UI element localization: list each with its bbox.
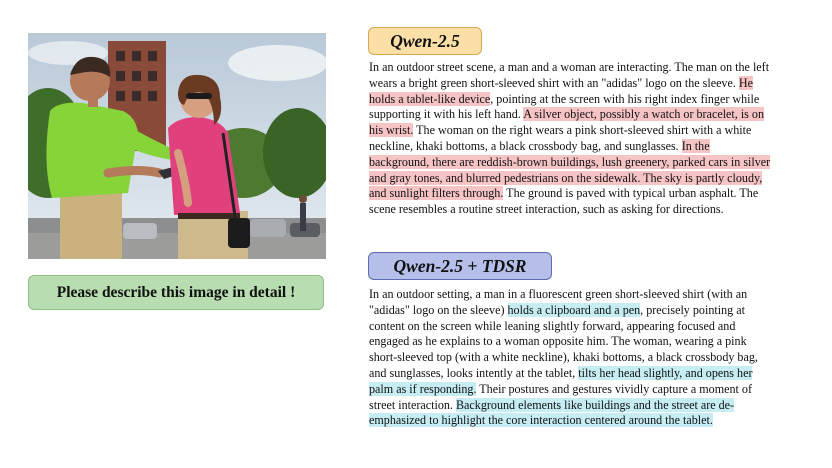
model-label-qwen-text: Qwen-2.5 xyxy=(390,30,460,51)
highlight-detail: holds a clipboard and a pen xyxy=(507,302,641,317)
model-label-tdsr-text: Qwen-2.5 + TDSR xyxy=(393,255,527,276)
answer-segment: The woman on the right wears a pink short-sleeved shirt with a white neckline, khaki bottoms, a black crossbody bag, and sunglasses. xyxy=(369,123,752,153)
highlight-hallucination: He holds a tablet-like device xyxy=(369,75,754,106)
answer-segment: , pointing at the screen with his right index finger while supporting it with his left hand. xyxy=(369,91,760,122)
answer-segment: Their postures and gestures vividly capture a moment of street interaction. xyxy=(369,381,752,412)
highlight-detail: Background elements like buildings and the street are de-emphasized to highlight the core interaction centered around the tablet. xyxy=(369,397,735,428)
model-label-qwen xyxy=(368,27,482,55)
highlight-detail: tilts her head slightly, and opens her palm as if responding. xyxy=(369,365,753,396)
answer-segment: In an outdoor setting, a man in a fluorescent green short-sleeved shirt (with an "adidas" logo on the sleeve) xyxy=(369,287,748,317)
highlight-hallucination: In the background, there are reddish-brown buildings, lush greenery, parked cars in silver and gray tones, and blurred pedestrians on the sidewalk. The sky is partly cloudy, and sunlight filters through. xyxy=(369,138,771,201)
answer-segment: , precisely pointing at content on the screen while leaning slightly forward, appearing focused and engaged as he explains to a woman opposite him. The woman, wearing a pink short-sleeved top (with a white neckline), khaki bottoms, a black crossbody bag, and sunglasses, looks intently at the tablet, xyxy=(369,302,758,380)
model-label-tdsr xyxy=(368,252,552,280)
answer-tdsr xyxy=(369,287,771,429)
answer-segment: In an outdoor street scene, a man and a woman are interacting. The man on the left wears a bright green short-sleeved shirt with an "adidas" logo on the sleeve. xyxy=(369,60,770,90)
highlight-hallucination: A silver object, possibly a watch or bracelet, is on his wrist. xyxy=(369,107,765,138)
answer-segment: The ground is paved with typical urban asphalt. The scene resembles a routine street interaction, such as asking for directions. xyxy=(369,186,759,217)
example-photo xyxy=(28,33,326,259)
answer-qwen xyxy=(369,60,771,218)
prompt-box xyxy=(28,275,324,310)
prompt-text: Please describe this image in detail ! xyxy=(56,283,296,301)
